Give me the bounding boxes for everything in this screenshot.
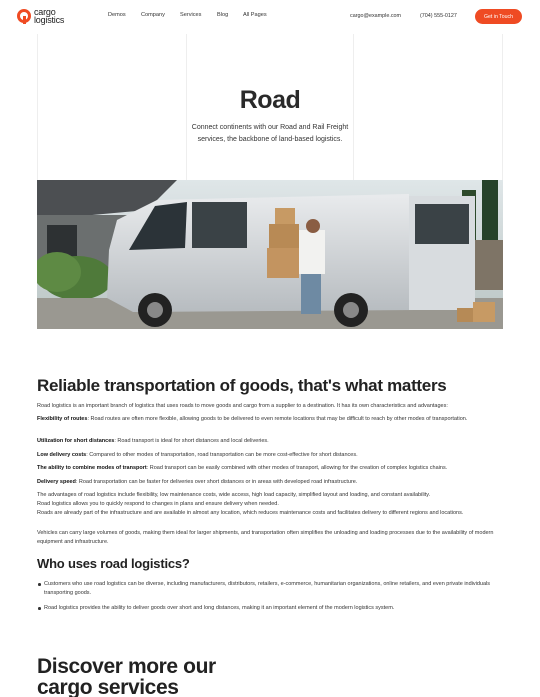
header-phone-link[interactable]: (704) 555-0127 [420, 13, 457, 19]
feature-delivery-speed [37, 478, 507, 487]
feature-term: Delivery speed [37, 479, 76, 485]
site-header [0, 0, 540, 34]
intro-text: Road logistics is an important branch of logistics that uses roads to move goods and cargo from a supplier to a destination. It has its own characteristics and advantages: [37, 403, 448, 409]
feature-term: Utilization for short distances [37, 438, 115, 444]
feature-flexibility [37, 415, 507, 424]
logo-icon [17, 9, 31, 23]
logo-text-line-1: cargo [34, 7, 56, 17]
list-item: Customers who use road logistics can be diverse, including manufacturers, distributors, retailers, e-commerce, humanitarian organizations, online retailers, and even private individuals transporting goods. [37, 580, 507, 598]
feature-combine-modes [37, 464, 507, 473]
feature-short-distances [37, 437, 507, 446]
feature-term: Low delivery costs [37, 452, 87, 458]
nav-item-services[interactable]: Services [180, 12, 202, 18]
header-email-link[interactable]: cargo@example.com [350, 13, 402, 19]
feature-term: The ability to combine modes of transport [37, 465, 147, 471]
logo-text-line-2: logistics [34, 15, 65, 25]
page-title: Road [239, 86, 301, 114]
nav-item-demos[interactable]: Demos [108, 12, 126, 18]
feature-term: Flexibility of routes [37, 416, 88, 422]
discover-heading-line-1: Discover more our [37, 655, 216, 678]
feature-text: : Road routes are often more flexible, allowing goods to be delivered to even remote locations that may be difficult to reach by other modes of transportation. [87, 416, 468, 422]
body-paragraph: Vehicles can carry large volumes of goods, making them ideal for larger shipments, and transportation often simplifies the unloading and loading processes due to the availability of modern equipment and infrastructure. [37, 530, 494, 545]
feature-text: : Road transportation can be faster for deliveries over short distances or in areas with developed road infrastructure. [75, 479, 358, 485]
logo-text [34, 8, 64, 24]
body-paragraph: Road logistics allows you to quickly respond to changes in plans and ensure delivery when needed. [37, 501, 279, 507]
discover-heading-line-2: cargo services [37, 676, 179, 697]
feature-text: : Road transport can be easily combined with other modes of transport, allowing for the creation of complex logistics chains. [146, 465, 448, 471]
get-in-touch-button[interactable]: Get in Touch [475, 9, 522, 24]
feature-text: : Compared to other modes of transportation, road transportation can be more cost-effective for short distances. [86, 452, 358, 458]
page-subtitle: Connect continents with our Road and Rail Freight services, the backbone of land-based logistics. [191, 124, 349, 143]
hero-image [37, 180, 503, 329]
nav-item-all-pages[interactable]: All Pages [243, 12, 267, 18]
nav-item-blog[interactable]: Blog [217, 12, 229, 18]
main-nav [108, 12, 283, 18]
body-paragraph: Roads are already part of the infrastructure and are available in almost any location, which reduces maintenance costs and facilitates delivery to different regions and locations. [37, 510, 464, 516]
discover-heading [37, 656, 216, 697]
feature-low-costs [37, 451, 507, 460]
section-heading: Reliable transportation of goods, that's what matters [37, 376, 447, 395]
logo[interactable] [17, 8, 64, 24]
feature-text: : Road transport is ideal for short distances and local deliveries. [114, 438, 269, 444]
nav-item-company[interactable]: Company [141, 12, 165, 18]
list-item: Road logistics provides the ability to deliver goods over short and long distances, making it an important element of the modern logistics system. [37, 604, 507, 613]
body-paragraph: The advantages of road logistics include flexibility, low maintenance costs, wide access, high load capacity, simplified layout and loading, and constant availability. [37, 492, 431, 498]
subheading: Who uses road logistics? [37, 556, 190, 571]
